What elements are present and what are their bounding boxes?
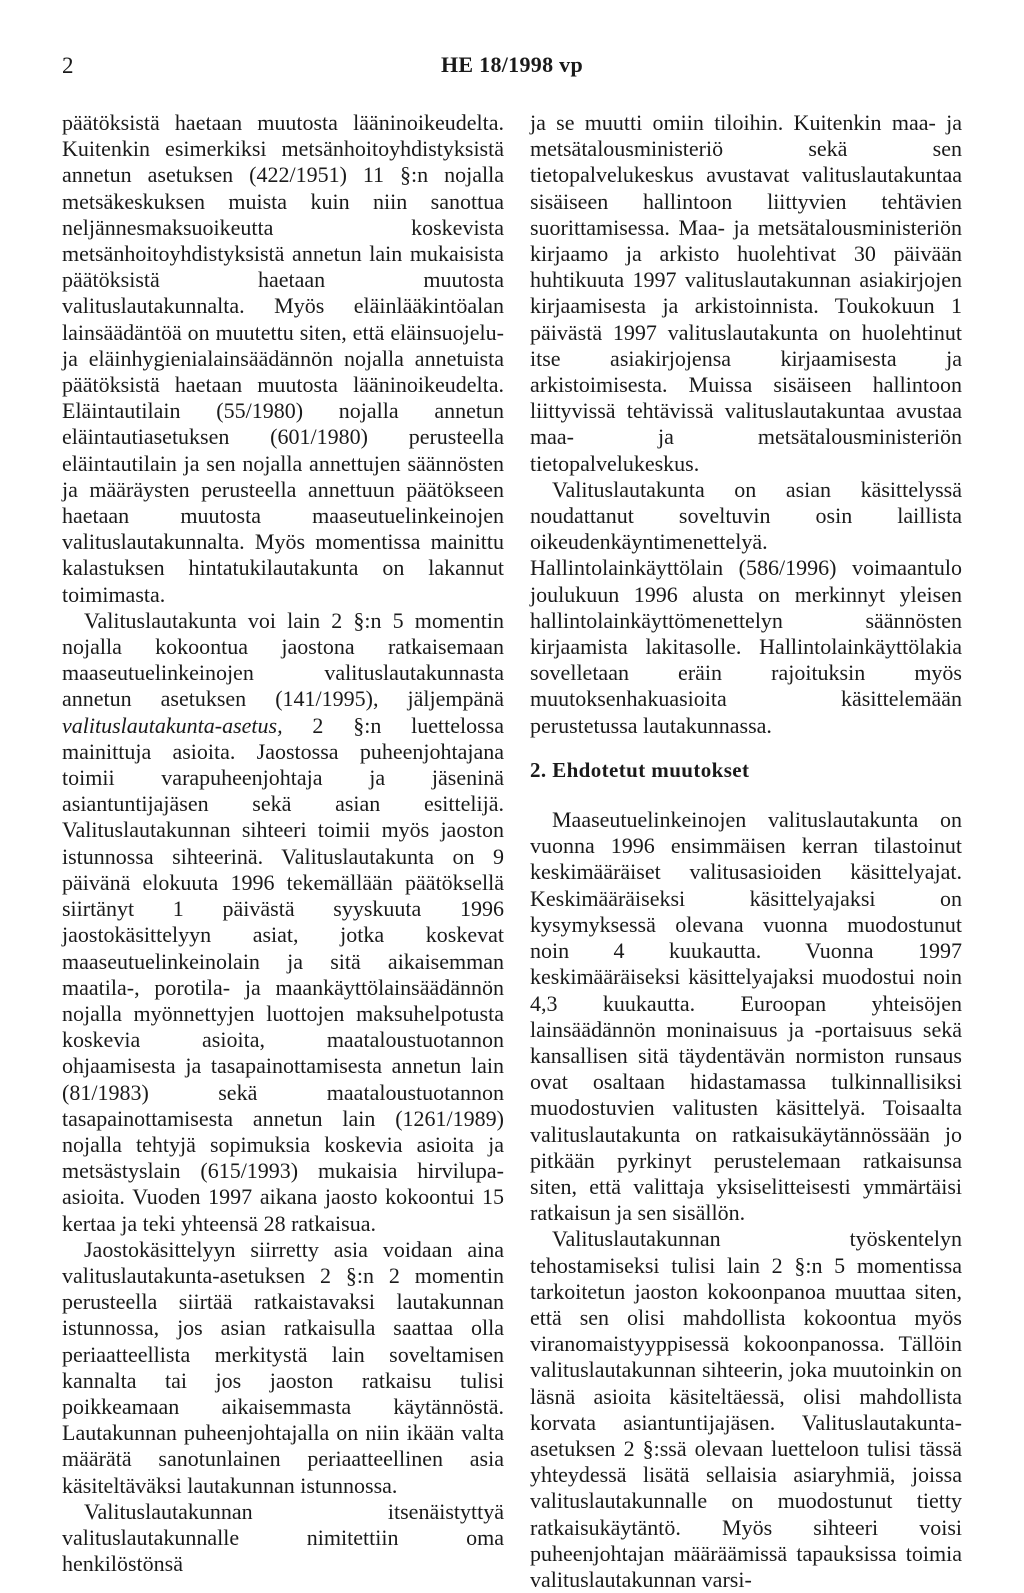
left-paragraph-4: Valituslautakunnan itsenäistyttyä valituslautakunnalle nimitettiin oma henkilöstönsä	[62, 1498, 504, 1577]
right-paragraph-4: Valituslautakunnan työskentelyn tehostamiseksi tulisi lain 2 §:n 5 momentissa tarkoitetun jaoston kokoonpanoa muuttaa siten, että sen olisi mahdollista kokoontua myös viranomaistyyppisessä kokoonpanossa. Tällöin valituslautakunnan sihteerin, joka muutoinkin on läsnä asioita käsiteltäessä, olisi mahdollista korvata asiantuntijajäsen. Valituslautakunta-asetuksen 2 §:ssä olevaan luetteloon tulisi tässä yhteydessä lisätä sellaisia asiaryhmiä, joissa valituslautakunnalle on muodostunut tietty ratkaisukäytäntö. Myös sihteeri voisi puheenjohtajan määräämissä tapauksissa toimia valituslautakunnan varsi-	[530, 1226, 962, 1592]
section-heading: 2. Ehdotetut muutokset	[530, 757, 750, 782]
right-paragraph-1: ja se muutti omiin tiloihin. Kuitenkin maa- ja metsätalousministeriö sekä sen tietopalvelukeskus avustavat valituslautakuntaa sisäiseen hallintoon liittyvien tehtävien suorittamisessa. Maa- ja metsätalousministeriön kirjaamo ja arkisto huolehtivat 30 päivään huhtikuuta 1997 valituslautakunnan asiakirjojen kirjaamisesta ja arkistoinnista. Toukokuun 1 päivästä 1997 valituslautakunta on huolehtinut itse asiakirjojensa kirjaamisesta ja arkistoimisesta. Muissa sisäiseen hallintoon liittyvissä tehtävissä valituslautakuntaa avustaa maa- ja metsätalousministeriön tietopalvelukeskus.	[530, 110, 962, 476]
document-id: HE 18/1998 vp	[440, 52, 584, 77]
left-paragraph-2-text-b: 2 §:n luettelossa mainittuja asioita. Jaostossa puheenjohtajana toimii varapuheenjohtaja ja jäseninä asiantuntijajäsen sekä asian esittelijä. Valituslautakunnan sihteeri toimii myös jaoston istunnossa sihteerinä. Valituslautakunta on 9 päivänä elokuuta 1996 tekemällään päätöksellä siirtänyt 1 päivästä syyskuuta 1996 jaostokäsittelyyn asiat, jotka koskevat maaseutuelinkeinolain ja sitä aikaisemman maatila-, porotila- ja maankäyttölainsäädännön nojalla myönnettyjen luottojen maksuhelpotusta koskevia asioita, maataloustuotannon ohjaamisesta ja tasapainottamisesta annetun lain (81/1983) sekä maataloustuotannon tasapainottamisesta annetun lain (1261/1989) nojalla tehtyjä sopimuksia koskevia asioita ja metsästyslain (615/1993) mukaisia hirvilupa-asioita. Vuoden 1997 aikana jaosto kokoontui 15 kertaa ja teki yhteensä 28 ratkaisua.	[62, 712, 504, 1236]
left-paragraph-2-text-a: Valituslautakunta voi lain 2 §:n 5 momentin nojalla kokoontua jaostona ratkaisemaan maaseutuelinkeinojen valituslautakunnasta annetun asetuksen (141/1995), jäljempänä	[62, 607, 504, 712]
left-paragraph-2	[62, 608, 504, 1237]
left-paragraph-3: Jaostokäsittelyyn siirretty asia voidaan aina valituslautakunta-asetuksen 2 §:n 2 momentin perusteella siirtää ratkaistavaksi lautakunnan istunnossa, jos asian ratkaisulla saattaa olla periaatteellista merkitystä lain soveltamisen kannalta tai jos jaoston ratkaisu tulisi poikkeamaan aikaisemmasta käytännöstä. Lautakunnan puheenjohtajalla on niin ikään valta määrätä sanotunlainen periaatteellinen asia käsiteltäväksi lautakunnan istunnossa.	[62, 1236, 504, 1498]
right-paragraph-2: Valituslautakunta on asian käsittelyssä noudattanut soveltuvin osin laillista oikeudenkäyntimenettelyä. Hallintolainkäyttölain (586/1996) voimaantulo joulukuun 1996 alusta on merkinnyt yleisen hallintolainkäyttömenettelyn säännösten kirjaamista lakitasolle. Hallintolainkäyttölakia sovelletaan eräin rajoituksin myös muutoksenhakuasioita käsittelemään perustetussa lautakunnassa.	[530, 476, 962, 738]
left-column	[62, 110, 504, 1577]
left-paragraph-2-italic-term: valituslautakunta-asetus,	[62, 712, 283, 738]
right-column	[530, 110, 962, 1593]
left-paragraph-1: päätöksistä haetaan muutosta lääninoikeudelta. Kuitenkin esimerkiksi metsänhoitoyhdistyksistä annetun asetuksen (422/1951) 11 §:n nojalla metsäkeskuksen muista kuin niin sanottua neljännesmaksuoikeutta koskevista metsänhoitoyhdistyksistä annetun lain mukaisista päätöksistä haetaan muutosta valituslautakunnalta. Myös eläinlääkintöalan lainsäädäntöä on muutettu siten, että eläinsuojelu- ja eläinhygienialainsäädännön nojalla annetuista päätöksistä haetaan muutosta lääninoikeudelta. Eläintautilain (55/1980) nojalla annetun eläintautiasetuksen (601/1980) perusteella eläintautilain ja sen nojalla annettujen säännösten ja määräysten perusteella annettuun päätökseen haetaan muutosta maaseutuelinkeinojen valituslautakunnalta. Myös momentissa mainittu kalastuksen hintatukilautakunta on lakannut toimimasta.	[62, 110, 504, 607]
right-paragraph-3: Maaseutuelinkeinojen valituslautakunta on vuonna 1996 ensimmäisen kerran tilastoinut keskimääräiset valitusasioiden käsittelyajat. Keskimääräiseksi käsittelyajaksi on kysymyksessä olevana vuonna muodostunut noin 4 kuukautta. Vuonna 1997 keskimääräiseksi käsittelyajaksi muodostui noin 4,3 kuukautta. Euroopan yhteisöjen lainsäädännön moninaisuus ja -portaisuus sekä kansallisen sitä täydentävän normiston runsaus ovat osaltaan hidastamassa tulkinnallisiksi muodostuvien valitusten käsittelyä. Toisaalta valituslautakunta on ratkaisukäytännössään jo pitkään pyrkinyt perustelemaan ratkaisunsa siten, että valittaja yksiselitteisesti ymmärtäisi ratkaisun ja sen sisällön.	[530, 807, 962, 1226]
page-number: 2	[62, 53, 74, 78]
